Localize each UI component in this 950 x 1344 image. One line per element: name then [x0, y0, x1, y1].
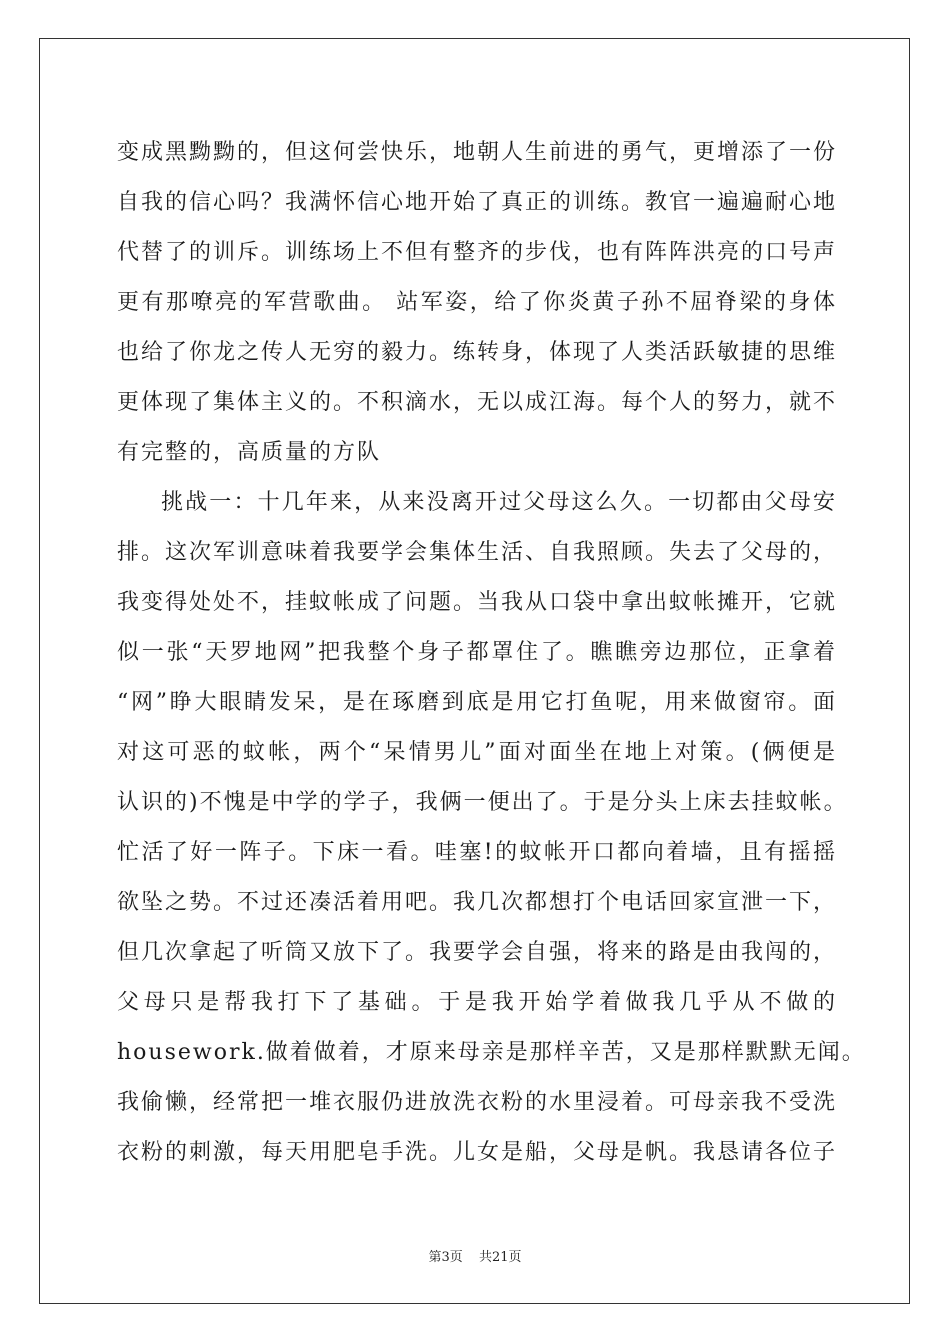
body-line: 自我的信心吗？我满怀信心地开始了真正的训练。教官一遍遍耐心地 [117, 190, 838, 215]
body-line: 也给了你龙之传人无穷的毅力。练转身，体现了人类活跃敏捷的思维 [117, 340, 838, 365]
body-line: 我偷懒，经常把一堆衣服仍进放洗衣粉的水里浸着。可母亲我不受洗 [117, 1090, 838, 1115]
body-line: 代替了的训斥。训练场上不但有整齐的步伐，也有阵阵洪亮的口号声 [117, 240, 838, 265]
total-pages: 共21页 [478, 1250, 522, 1265]
document-body [117, 128, 866, 1178]
body-line: 更体现了集体主义的。不积滴水，无以成江海。每个人的努力，就不 [117, 390, 838, 415]
page-footer [0, 1246, 950, 1265]
body-line: housework.做着做着，才原来母亲是那样辛苦，又是那样默默无闻。 [117, 1040, 866, 1065]
body-line: 似一张“天罗地网”把我整个身子都罩住了。瞧瞧旁边那位，正拿着 [117, 640, 837, 665]
body-line: 我变得处处不，挂蚊帐成了问题。当我从口袋中拿出蚊帐摊开，它就 [117, 590, 838, 615]
paragraph-start-line: 挑战一：十几年来，从来没离开过父母这么久。一切都由父母安 [161, 490, 837, 515]
body-line: 但几次拿起了听筒又放下了。我要学会自强，将来的路是由我闯的， [117, 940, 838, 965]
body-line: 排。这次军训意味着我要学会集体生活、自我照顾。失去了父母的， [117, 540, 838, 565]
body-line: 有完整的，高质量的方队 [117, 440, 382, 465]
body-line: 忙活了好一阵子。下床一看。哇塞!的蚊帐开口都向着墙，且有摇摇 [117, 840, 837, 865]
body-line: 衣粉的刺激，每天用肥皂手洗。儿女是船，父母是帆。我恳请各位子 [117, 1140, 838, 1165]
body-line: 欲坠之势。不过还凑活着用吧。我几次都想打个电话回家宣泄一下， [117, 890, 838, 915]
page-number: 第3页 [428, 1250, 463, 1265]
body-line: 父母只是帮我打下了基础。于是我开始学着做我几乎从不做的 [117, 990, 837, 1015]
body-line: “网”睁大眼睛发呆，是在琢磨到底是用它打鱼呢，用来做窗帘。面 [117, 690, 837, 715]
body-line: 变成黑黝黝的，但这何尝快乐，地朝人生前进的勇气，更增添了一份 [117, 140, 838, 165]
body-line: 认识的)不愧是中学的学子，我俩一便出了。于是分头上床去挂蚊帐。 [117, 790, 848, 815]
body-line: 对这可恶的蚊帐，两个“呆情男儿”面对面坐在地上对策。(俩便是 [117, 740, 837, 765]
body-line: 更有那嘹亮的军营歌曲。 站军姿，给了你炎黄子孙不屈脊梁的身体 [117, 290, 837, 315]
